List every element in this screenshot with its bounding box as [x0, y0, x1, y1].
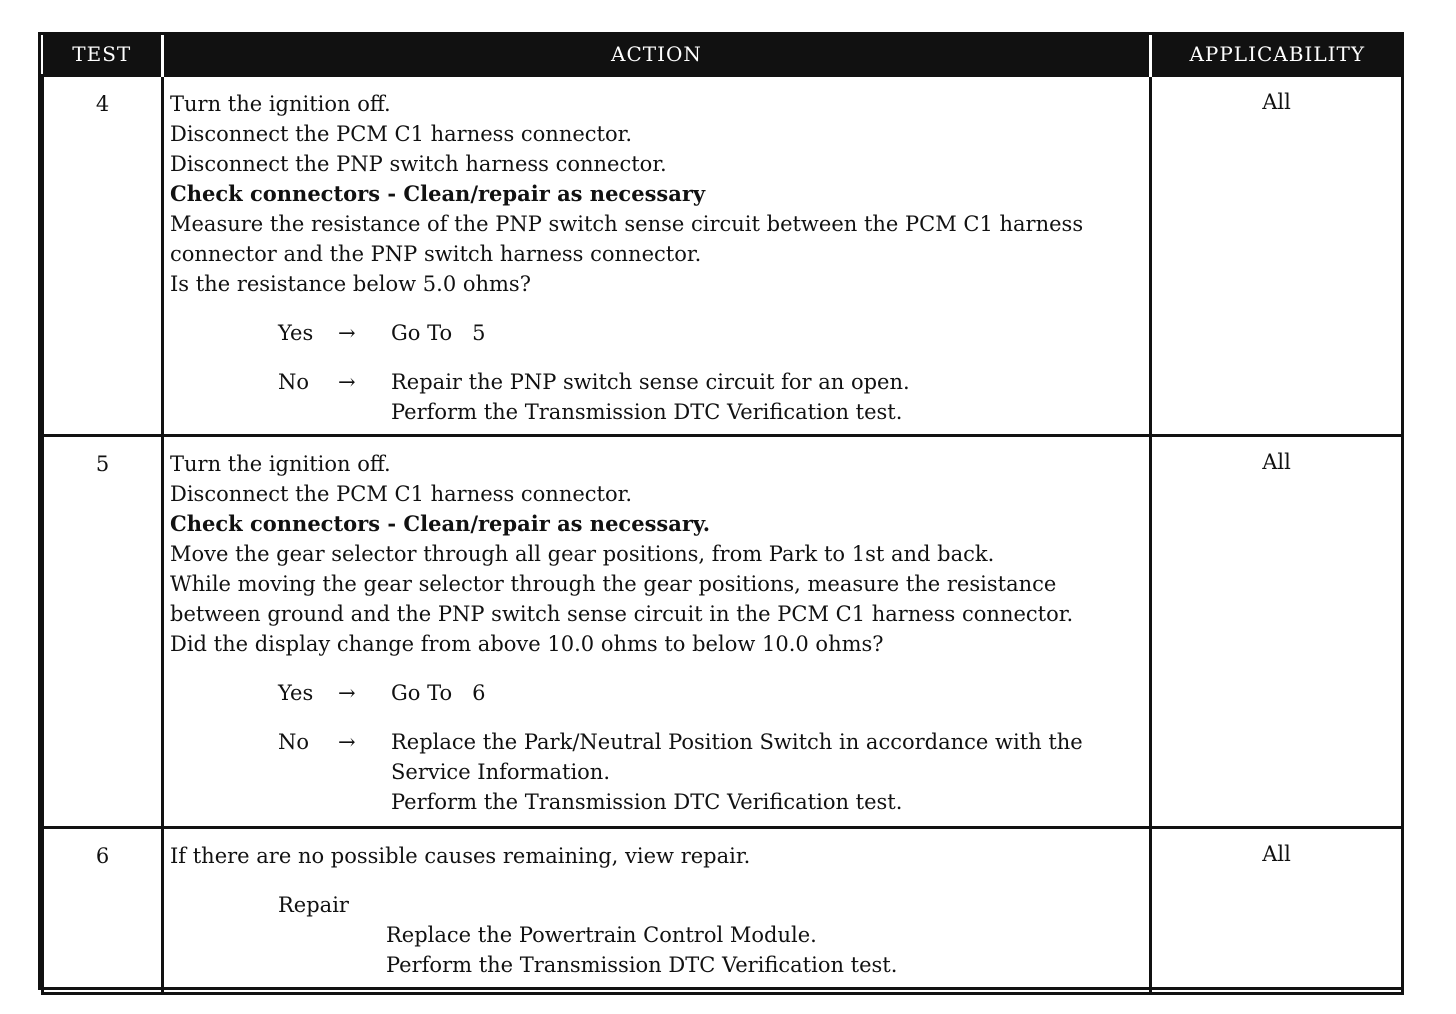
action-step: While moving the gear selector through the gear positions, measure the resistance [170, 571, 1057, 596]
right-arrow-icon: → [338, 369, 356, 394]
table-header-row [43, 35, 1403, 75]
repair-step: Perform the Transmission DTC Verification test. [386, 952, 898, 977]
repair-steps [386, 920, 1143, 980]
action-step: Move the gear selector through all gear positions, from Park to 1st and back. [170, 541, 995, 566]
action-step: Measure the resistance of the PNP switch sense circuit between the PCM C1 harness [170, 211, 1084, 236]
diagnostic-table-frame [38, 32, 1404, 990]
action-step-emphasis: Check connectors - Clean/repair as necessary [170, 180, 706, 206]
action-step: Disconnect the PNP switch harness connector. [170, 151, 667, 176]
repair-block [278, 890, 1143, 980]
branch-yes-result: Go To 6 [391, 680, 486, 705]
repair-step: Replace the Powertrain Control Module. [386, 922, 817, 947]
action-question: Is the resistance below 5.0 ohms? [170, 271, 531, 296]
action-step-emphasis: Check connectors - Clean/repair as necessary. [170, 510, 711, 536]
branch-yes-result: Go To 5 [391, 320, 486, 345]
branch-no-step: Perform the Transmission DTC Verification test. [391, 789, 903, 814]
branch-no-label: No [278, 369, 310, 394]
applicability-value: All [1151, 827, 1403, 993]
header-test: TEST [43, 35, 163, 75]
action-step: Disconnect the PCM C1 harness connector. [170, 121, 633, 146]
action-question: Did the display change from above 10.0 ohms to below 10.0 ohms? [170, 631, 884, 656]
header-action: ACTION [163, 35, 1151, 75]
right-arrow-icon: → [338, 320, 356, 345]
branch-no-result [391, 367, 1143, 427]
branch-yes [278, 318, 1143, 348]
action-step: Disconnect the PCM C1 harness connector. [170, 481, 633, 506]
branch-no [278, 727, 1143, 817]
header-applicability: APPLICABILITY [1151, 35, 1403, 75]
branch-no-step: Repair the PNP switch sense circuit for an open. [391, 369, 910, 394]
branch-no-result [391, 727, 1143, 817]
table-row-test-6 [43, 827, 1403, 993]
test-number: 4 [43, 75, 163, 435]
table-row-test-4 [43, 75, 1403, 435]
action-step: between ground and the PNP switch sense circuit in the PCM C1 harness connector. [170, 601, 1074, 626]
test-number: 6 [43, 827, 163, 993]
branch-no-step: Perform the Transmission DTC Verification test. [391, 399, 903, 424]
applicability-value: All [1151, 75, 1403, 435]
table-row-test-5 [43, 435, 1403, 827]
action-cell [163, 435, 1151, 827]
action-step: If there are no possible causes remaining, view repair. [170, 843, 751, 868]
branch-no-label: No [278, 729, 310, 754]
branch-no [278, 367, 1143, 427]
test-number: 5 [43, 435, 163, 827]
branch-no-step: Service Information. [391, 759, 611, 784]
right-arrow-icon: → [338, 729, 356, 754]
branch-no-step: Replace the Park/Neutral Position Switch in accordance with the [391, 729, 1083, 754]
branch-yes-label: Yes [278, 680, 314, 705]
action-step: connector and the PNP switch harness connector. [170, 241, 702, 266]
right-arrow-icon: → [338, 680, 356, 705]
action-step: Turn the ignition off. [170, 451, 391, 476]
action-cell [163, 827, 1151, 993]
branch-yes [278, 678, 1143, 708]
action-cell [163, 75, 1151, 435]
repair-label: Repair [278, 892, 349, 917]
action-step: Turn the ignition off. [170, 91, 391, 116]
diagnostic-table [41, 35, 1404, 995]
branch-yes-label: Yes [278, 320, 314, 345]
applicability-value: All [1151, 435, 1403, 827]
